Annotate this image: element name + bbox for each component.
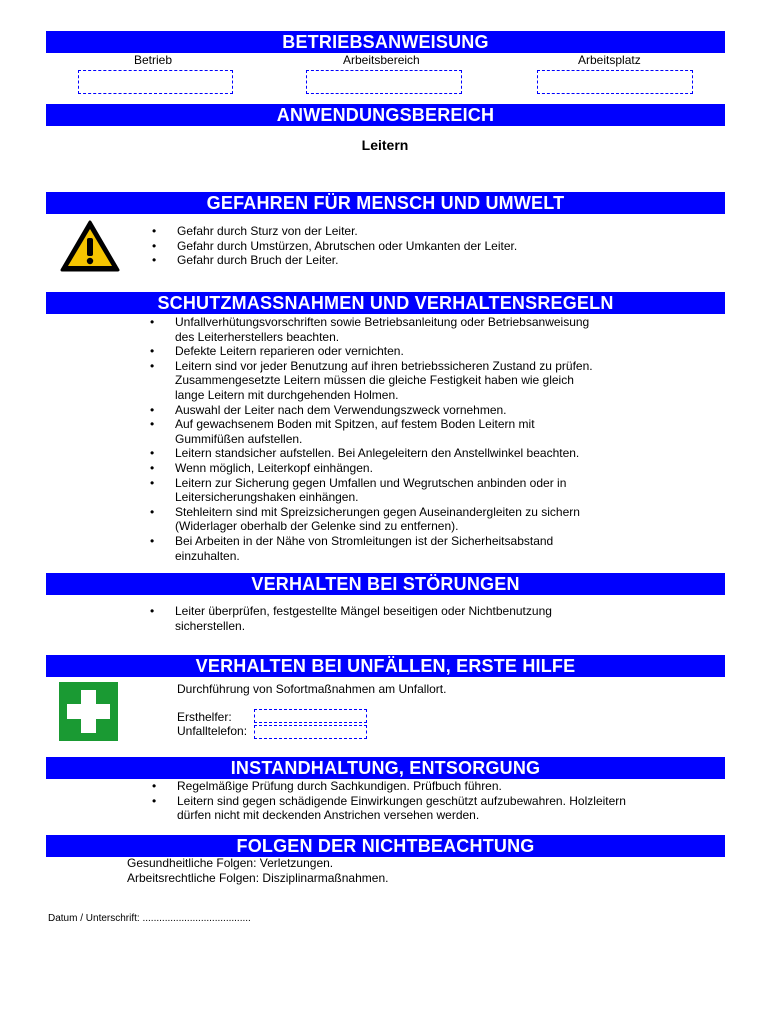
list-item [175, 403, 715, 418]
list-item-line: • Unfallverhütungsvorschriften sowie Betriebsanleitung oder Betriebsanweisung [175, 315, 590, 329]
list-item-line: dürfen nicht mit deckenden Anstrichen versehen werden. [177, 808, 480, 823]
list-item-line: (Widerlager oberhalb der Gelenke sind zu entfernen). [175, 519, 459, 534]
list-item-line: • Leitern zur Sicherung gegen Umfallen und Wegrutschen anbinden oder in [175, 475, 567, 490]
list-item-line: • Stehleitern sind mit Spreizsicherungen gegen Auseinandergleiten zu sichern [175, 504, 580, 519]
list-item-line: • Gefahr durch Umstürzen, Abrutschen oder Umkanten der Leiter. [177, 238, 518, 253]
list-item [177, 224, 717, 239]
list-item [177, 794, 717, 823]
field-label-arbeitsplatz: Arbeitsplatz [578, 53, 641, 67]
list-item [175, 417, 715, 446]
list-item-line: • Defekte Leitern reparieren oder vernichten. [175, 344, 404, 359]
section-folgen: FOLGEN DER NICHTBEACHTUNG [46, 835, 725, 857]
list-item-line: • Leitern sind vor jeder Benutzung auf ihren betriebssicheren Zustand zu prüfen. [175, 358, 593, 373]
schutz-list [175, 315, 715, 563]
list-item [175, 604, 715, 633]
unfalltelefon-label: Unfalltelefon: [177, 724, 248, 738]
ersthelfer-label: Ersthelfer: [177, 710, 232, 724]
gefahren-list [177, 224, 717, 268]
section-unfall: VERHALTEN BEI UNFÄLLEN, ERSTE HILFE [46, 655, 725, 677]
list-item [175, 505, 715, 534]
list-item-line: • Bei Arbeiten in der Nähe von Stromleitungen ist der Sicherheitsabstand [175, 533, 554, 548]
warning-triangle-icon [60, 220, 120, 273]
list-item-line: Gummifüßen aufstellen. [175, 431, 303, 446]
arbeitsbereich-field[interactable] [306, 70, 462, 94]
signature-line[interactable]: Datum / Unterschrift: ....................................... [48, 913, 251, 924]
list-item [177, 779, 717, 794]
field-label-arbeitsbereich: Arbeitsbereich [343, 53, 420, 67]
arbeitsplatz-field[interactable] [537, 70, 693, 94]
ersthelfer-field[interactable] [254, 709, 367, 723]
list-item-line: • Gefahr durch Sturz von der Leiter. [177, 224, 358, 238]
list-item [175, 476, 715, 505]
section-instandhaltung: INSTANDHALTUNG, ENTSORGUNG [46, 757, 725, 779]
list-item-line: • Auf gewachsenem Boden mit Spitzen, auf festem Boden Leitern mit [175, 417, 535, 432]
field-label-betrieb: Betrieb [134, 53, 173, 67]
folgen-arbeitsrecht: Arbeitsrechtliche Folgen: Disziplinarmaßnahmen. [127, 871, 389, 885]
list-item-line: einzuhalten. [175, 548, 240, 563]
section-gefahren: GEFAHREN FÜR MENSCH UND UMWELT [46, 192, 725, 214]
list-item [175, 461, 715, 476]
list-item-line: • Auswahl der Leiter nach dem Verwendungszweck vornehmen. [175, 402, 507, 417]
list-item-line: • Leiter überprüfen, festgestellte Mängel beseitigen oder Nichtbenutzung [175, 604, 552, 618]
list-item-line: sicherstellen. [175, 618, 246, 633]
list-item [175, 446, 715, 461]
list-item [177, 239, 717, 254]
title-bar: BETRIEBSANWEISUNG [46, 31, 725, 53]
stoerungen-list [175, 604, 715, 633]
list-item [175, 344, 715, 359]
subject-title: Leitern [361, 137, 409, 153]
section-anwendungsbereich: ANWENDUNGSBEREICH [46, 104, 725, 126]
list-item-line: • Leitern sind gegen schädigende Einwirkungen geschützt aufzubewahren. Holzleitern [177, 793, 626, 808]
list-item-line: Leitersicherungshaken einhängen. [175, 490, 359, 505]
unfall-text: Durchführung von Sofortmaßnahmen am Unfallort. [177, 682, 447, 696]
list-item-line: • Wenn möglich, Leiterkopf einhängen. [175, 460, 373, 475]
section-stoerungen: VERHALTEN BEI STÖRUNGEN [46, 573, 725, 595]
list-item-line: lange Leitern mit durchgehenden Holmen. [175, 387, 399, 402]
list-item-line: Zusammengesetzte Leitern müssen die gleiche Festigkeit haben wie gleich [175, 373, 574, 388]
list-item [175, 359, 715, 403]
betrieb-field[interactable] [78, 70, 233, 94]
list-item-line: des Leiterherstellers beachten. [175, 329, 340, 344]
instandhaltung-list [177, 779, 717, 823]
folgen-gesundheit: Gesundheitliche Folgen: Verletzungen. [127, 856, 334, 870]
list-item [175, 534, 715, 563]
list-item [175, 315, 715, 344]
list-item-line: • Gefahr durch Bruch der Leiter. [177, 253, 339, 268]
first-aid-cross-icon [59, 682, 118, 741]
section-schutzmassnahmen: SCHUTZMASSNAHMEN UND VERHALTENSREGELN [46, 292, 725, 314]
list-item [177, 253, 717, 268]
list-item-line: • Leitern standsicher aufstellen. Bei Anlegeleitern den Anstellwinkel beachten. [175, 446, 580, 461]
list-item-line: • Regelmäßige Prüfung durch Sachkundigen. Prüfbuch führen. [177, 779, 502, 793]
unfalltelefon-field[interactable] [254, 725, 367, 739]
